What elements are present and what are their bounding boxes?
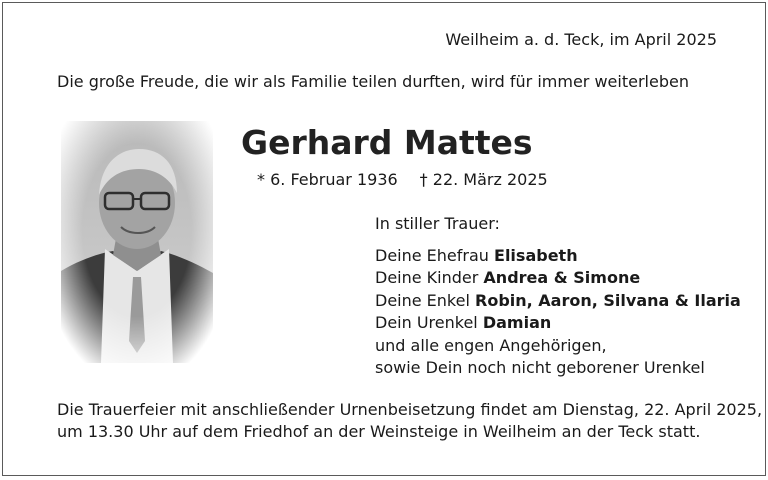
funeral-details-line-2: um 13.30 Uhr auf dem Friedhof an der Weinsteige in Weilheim an der Teck statt. [57, 422, 701, 441]
mourner-row-great-grandchild: Dein Urenkel Damian [375, 313, 552, 332]
place-date: Weilheim a. d. Teck, im April 2025 [445, 30, 717, 49]
mourner-row-unborn: sowie Dein noch nicht geborener Urenkel [375, 358, 705, 377]
mourner-row-grandchildren: Deine Enkel Robin, Aaron, Silvana & Ilaria [375, 290, 741, 310]
mourner-row-children: Deine Kinder Andrea & Simone [375, 268, 641, 287]
deceased-name: Gerhard Mattes [241, 123, 533, 162]
birth-date: * 6. Februar 1936 [257, 170, 398, 189]
mourners-intro: In stiller Trauer: [375, 214, 500, 233]
mourners-block [375, 213, 741, 380]
mourner-row-spouse: Deine Ehefrau Elisabeth [375, 245, 578, 265]
funeral-details [57, 399, 762, 443]
obituary-notice [2, 2, 766, 476]
mourner-row-relatives: und alle engen Angehörigen, [375, 335, 607, 355]
portrait-photo [61, 121, 213, 363]
funeral-details-line-1: Die Trauerfeier mit anschließender Urnenbeisetzung findet am Dienstag, 22. April 2025, [57, 400, 763, 419]
life-dates [257, 169, 548, 191]
death-date: † 22. März 2025 [419, 170, 548, 189]
motto-line: Die große Freude, die wir als Familie teilen durften, wird für immer weiterleben [57, 72, 689, 91]
